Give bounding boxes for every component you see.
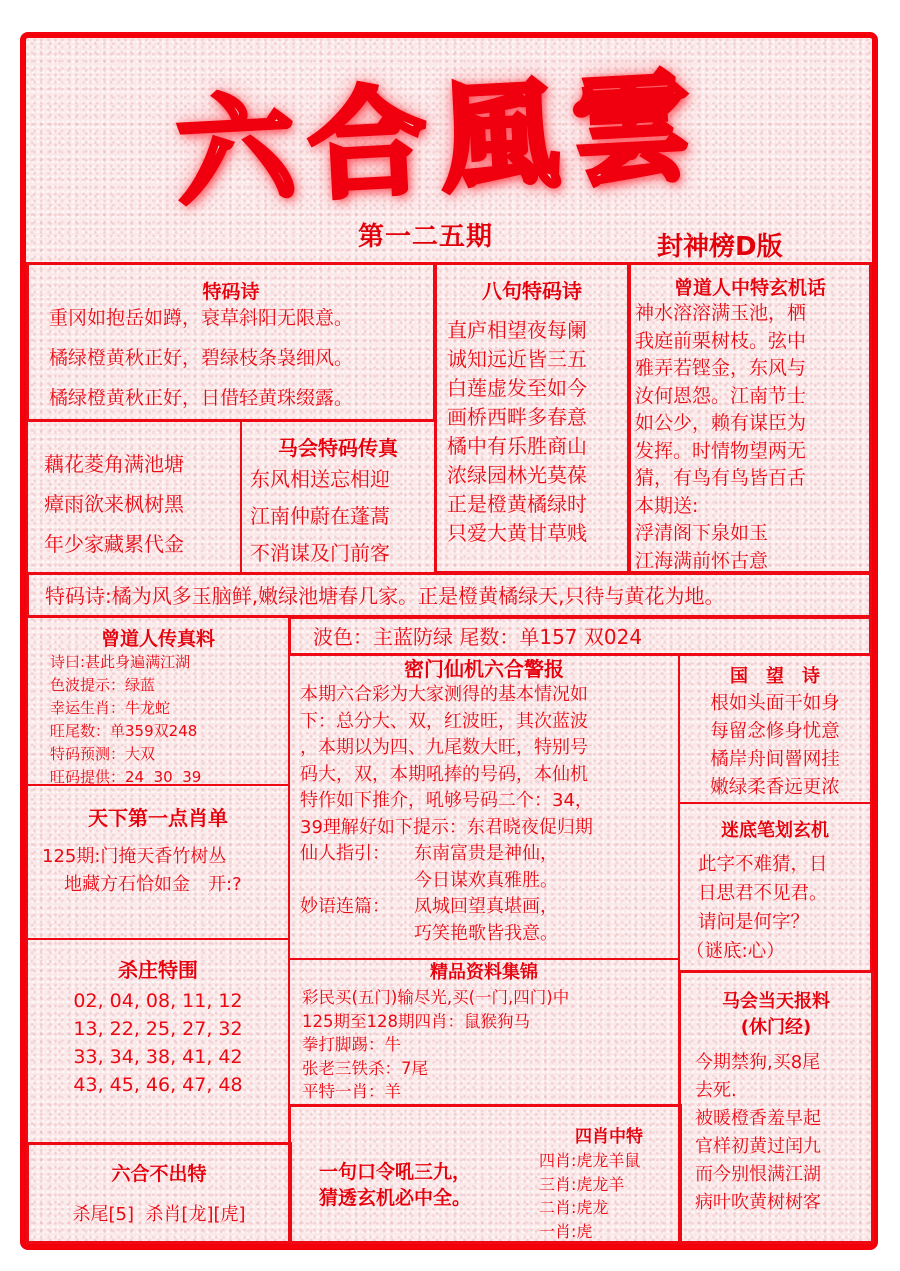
report-line: 被暖橙香羞早起 xyxy=(695,1108,821,1129)
report-line: 今期禁狗,买8尾 xyxy=(695,1052,821,1073)
number-row: 43, 45, 46, 47, 48 xyxy=(73,1074,243,1096)
highlight-line: 张老三铁杀：7尾 xyxy=(302,1058,428,1078)
poem-line: 江南仲蔚在蓬蒿 xyxy=(250,504,390,528)
field-label: 色波提示： xyxy=(50,676,126,694)
text-line: 雅弄若铿金，东风与 xyxy=(635,357,807,379)
field-value: 单359双248 xyxy=(110,722,198,740)
zodiac-clue-line: 125期:门掩天香竹树丛 xyxy=(42,846,227,867)
poem-line: 不消谋及门前客 xyxy=(250,541,390,565)
national-poem-title: 国 望 诗 xyxy=(730,666,820,687)
horse-day-subtitle: (休门经) xyxy=(740,1017,812,1038)
highlights-title: 精品资料集锦 xyxy=(430,962,538,983)
report-line: 官样初黄过闰九 xyxy=(695,1136,821,1157)
text-line: 本期送: xyxy=(635,494,699,517)
masthead-title: 六合風雲 xyxy=(173,56,708,223)
poem-line: 只爱大黄甘草贱 xyxy=(447,521,587,545)
report-line: 特作如下推介，吼够号码二个：34， xyxy=(300,790,593,811)
poem-line: 浓绿园林光莫葆 xyxy=(447,463,587,487)
horse-day-box xyxy=(678,970,874,1244)
number-row: 13, 22, 25, 27, 32 xyxy=(73,1018,243,1040)
zeng-fax-title: 曾道人传真料 xyxy=(100,628,215,650)
riddle-line: 请问是何字？ xyxy=(698,912,810,933)
number-row: 33, 34, 38, 41, 42 xyxy=(73,1046,243,1068)
field-value: 24 30 39 xyxy=(125,768,202,786)
poem-line: 根如头面干如身 xyxy=(710,693,840,714)
highlights-box xyxy=(288,958,680,1106)
secret-report-title: 密门仙机六合警报 xyxy=(404,657,564,681)
banner-poem-box xyxy=(26,572,872,618)
riddle-line: 此字不难猜，日 xyxy=(698,854,828,875)
riddle-title: 迷底笔划玄机 xyxy=(721,820,829,841)
text-line: 汝何恩怨。江南节士 xyxy=(635,384,807,407)
text-line: 江海满前怀古意 xyxy=(635,549,769,572)
password-line: 猜透玄机必中全。 xyxy=(319,1187,472,1209)
text-line: 我庭前栗树枝。弦中 xyxy=(635,329,807,352)
zeng-fax-box xyxy=(26,616,290,786)
riddle-box xyxy=(678,802,872,972)
field-value: 甚此身遍满江湖 xyxy=(85,653,191,671)
first-zodiac-title: 天下第一点肖单 xyxy=(88,806,228,830)
password-box xyxy=(288,1104,682,1244)
poem-line: 年少家藏累代金 xyxy=(44,532,184,556)
national-poem-box xyxy=(678,654,872,804)
field-label: 特码预测： xyxy=(50,745,126,763)
text-line: 猜，有鸟有鸟皆百舌 xyxy=(635,467,807,489)
edition-label: 封神榜D版 xyxy=(657,232,783,262)
banner-poem: 特码诗:橘为风多玉脑鲜,嫩绿池塘春几家。正是橙黄橘绿天,只待与黄花为地。 xyxy=(45,584,725,608)
eight-line-poem-title: 八句特码诗 xyxy=(482,279,582,303)
guide-label: 仙人指引： xyxy=(300,843,390,864)
no-special-title: 六合不出特 xyxy=(111,1163,207,1185)
tema-poem-box xyxy=(26,262,436,422)
zodiac-pick-line: 三肖:虎龙羊 xyxy=(539,1174,625,1194)
field-label: 旺尾数： xyxy=(50,722,111,740)
text-line: 神水溶溶满玉池，栖 xyxy=(635,302,807,324)
horse-day-title: 马会当天报料 xyxy=(722,991,830,1012)
poem-line: 瘴雨欲来枫树黑 xyxy=(44,492,184,516)
zodiac-pick-line: 一肖:虎 xyxy=(539,1221,593,1241)
highlight-line: 125期至128期四肖：鼠猴狗马 xyxy=(302,1011,530,1031)
wave-tail-box xyxy=(288,616,872,656)
tema-poem-title: 特码诗 xyxy=(202,281,260,303)
text-line: 浮清阁下泉如玉 xyxy=(635,522,769,544)
horse-fax-box xyxy=(240,420,436,574)
field-label: 诗曰: xyxy=(50,653,86,671)
field-label: 幸运生肖： xyxy=(50,699,126,717)
eight-line-poem-box xyxy=(434,262,630,574)
riddle-line: 日思君不见君。 xyxy=(698,883,828,904)
highlight-line: 彩民买(五门)输尽光,买(一门,四门)中 xyxy=(302,988,570,1007)
first-zodiac-box xyxy=(26,784,290,940)
poem-line: 藕花菱角满池塘 xyxy=(44,452,184,476)
report-line: 去死. xyxy=(695,1080,737,1101)
highlight-line: 平特一肖：羊 xyxy=(302,1082,401,1101)
zeng-words-title: 曾道人中特玄机话 xyxy=(673,277,826,299)
field-value: 大双 xyxy=(125,745,156,763)
horse-fax-title: 马会特码传真 xyxy=(278,436,398,460)
report-line: 本期六合彩为大家测得的基本情况如 xyxy=(300,684,588,705)
report-line: 下：总分大、双，红波旺，其次蓝波 xyxy=(300,710,588,732)
issue-number: 第一二五期 xyxy=(358,222,494,252)
poem-line: 嫩绿柔香远更浓 xyxy=(710,777,840,798)
tema-poem-line: 橘绿橙黄秋正好，日借轻黄珠缀露。 xyxy=(49,387,354,409)
poem-line: 橘岸舟间罾网挂 xyxy=(710,749,840,770)
zodiac-clue-line: 地藏方石恰如金 开:? xyxy=(64,874,242,895)
tema-poem-line: 重冈如抱岳如蹲，衰草斜阳无限意。 xyxy=(49,307,354,329)
report-line: 病叶吹黄树树客 xyxy=(695,1192,821,1213)
verse-line: 凤城回望真堪画， xyxy=(414,896,558,917)
poem-line: 每留念修身忧意 xyxy=(710,721,840,742)
highlight-line: 拳打脚踢：牛 xyxy=(302,1035,401,1054)
kill-numbers-title: 杀庄特围 xyxy=(118,958,198,982)
poem-line: 橘中有乐胜商山 xyxy=(447,434,587,458)
guide-line: 东南富贵是神仙， xyxy=(414,843,558,864)
zeng-words-box xyxy=(628,262,872,574)
report-line: 码大，双，本期吼捧的号码，本仙机 xyxy=(300,763,588,785)
report-line: 而今别恨满江湖 xyxy=(695,1164,821,1185)
poem-line: 画桥西畔多春意 xyxy=(447,405,587,429)
text-line: 如公少，赖有谋臣为 xyxy=(635,412,807,434)
poem-line: 正是橙黄橘绿时 xyxy=(447,492,587,516)
four-zodiac-title: 四肖中特 xyxy=(575,1127,643,1147)
text-line: 发挥。时情物望两无 xyxy=(635,439,807,462)
secret-report-box xyxy=(288,654,680,960)
zodiac-pick-line: 二肖:虎龙 xyxy=(539,1198,609,1217)
report-line: 39理解好如下提示：东君晓夜促归期 xyxy=(300,816,593,838)
field-value: 绿蓝 xyxy=(125,676,156,694)
poem-line: 东风相送忘相迎 xyxy=(250,467,390,491)
field-label: 旺码提供： xyxy=(50,768,126,786)
riddle-answer: （谜底:心） xyxy=(686,941,785,962)
poem-line: 直庐相望夜每阑 xyxy=(447,318,587,342)
poem-line: 白莲虚发至如今 xyxy=(447,376,587,400)
no-special-text: 杀尾[5] 杀肖[龙][虎] xyxy=(72,1204,246,1225)
wave-tail-text: 波色：主蓝防绿 尾数：单157 双024 xyxy=(313,625,643,649)
poem-line: 诚知远近皆三五 xyxy=(447,347,587,371)
zodiac-pick-line: 四肖:虎龙羊鼠 xyxy=(539,1151,641,1170)
guide-line: 今日谋欢真雅胜。 xyxy=(414,869,558,891)
password-line: 一句口令吼三九， xyxy=(319,1161,472,1183)
field-value: 牛龙蛇 xyxy=(125,699,171,717)
number-row: 02, 04, 08, 11, 12 xyxy=(73,990,243,1012)
lotus-poem-box xyxy=(26,420,242,574)
verse-label: 妙语连篇： xyxy=(300,896,390,917)
no-special-box xyxy=(26,1142,292,1244)
verse-line: 巧笑艳歌皆我意。 xyxy=(414,922,558,944)
tema-poem-line: 橘绿橙黄秋正好，碧绿枝条袅细风。 xyxy=(49,347,354,369)
report-line: ，本期以为四、九尾数大旺，特别号 xyxy=(300,737,588,758)
kill-numbers-box xyxy=(26,938,290,1144)
